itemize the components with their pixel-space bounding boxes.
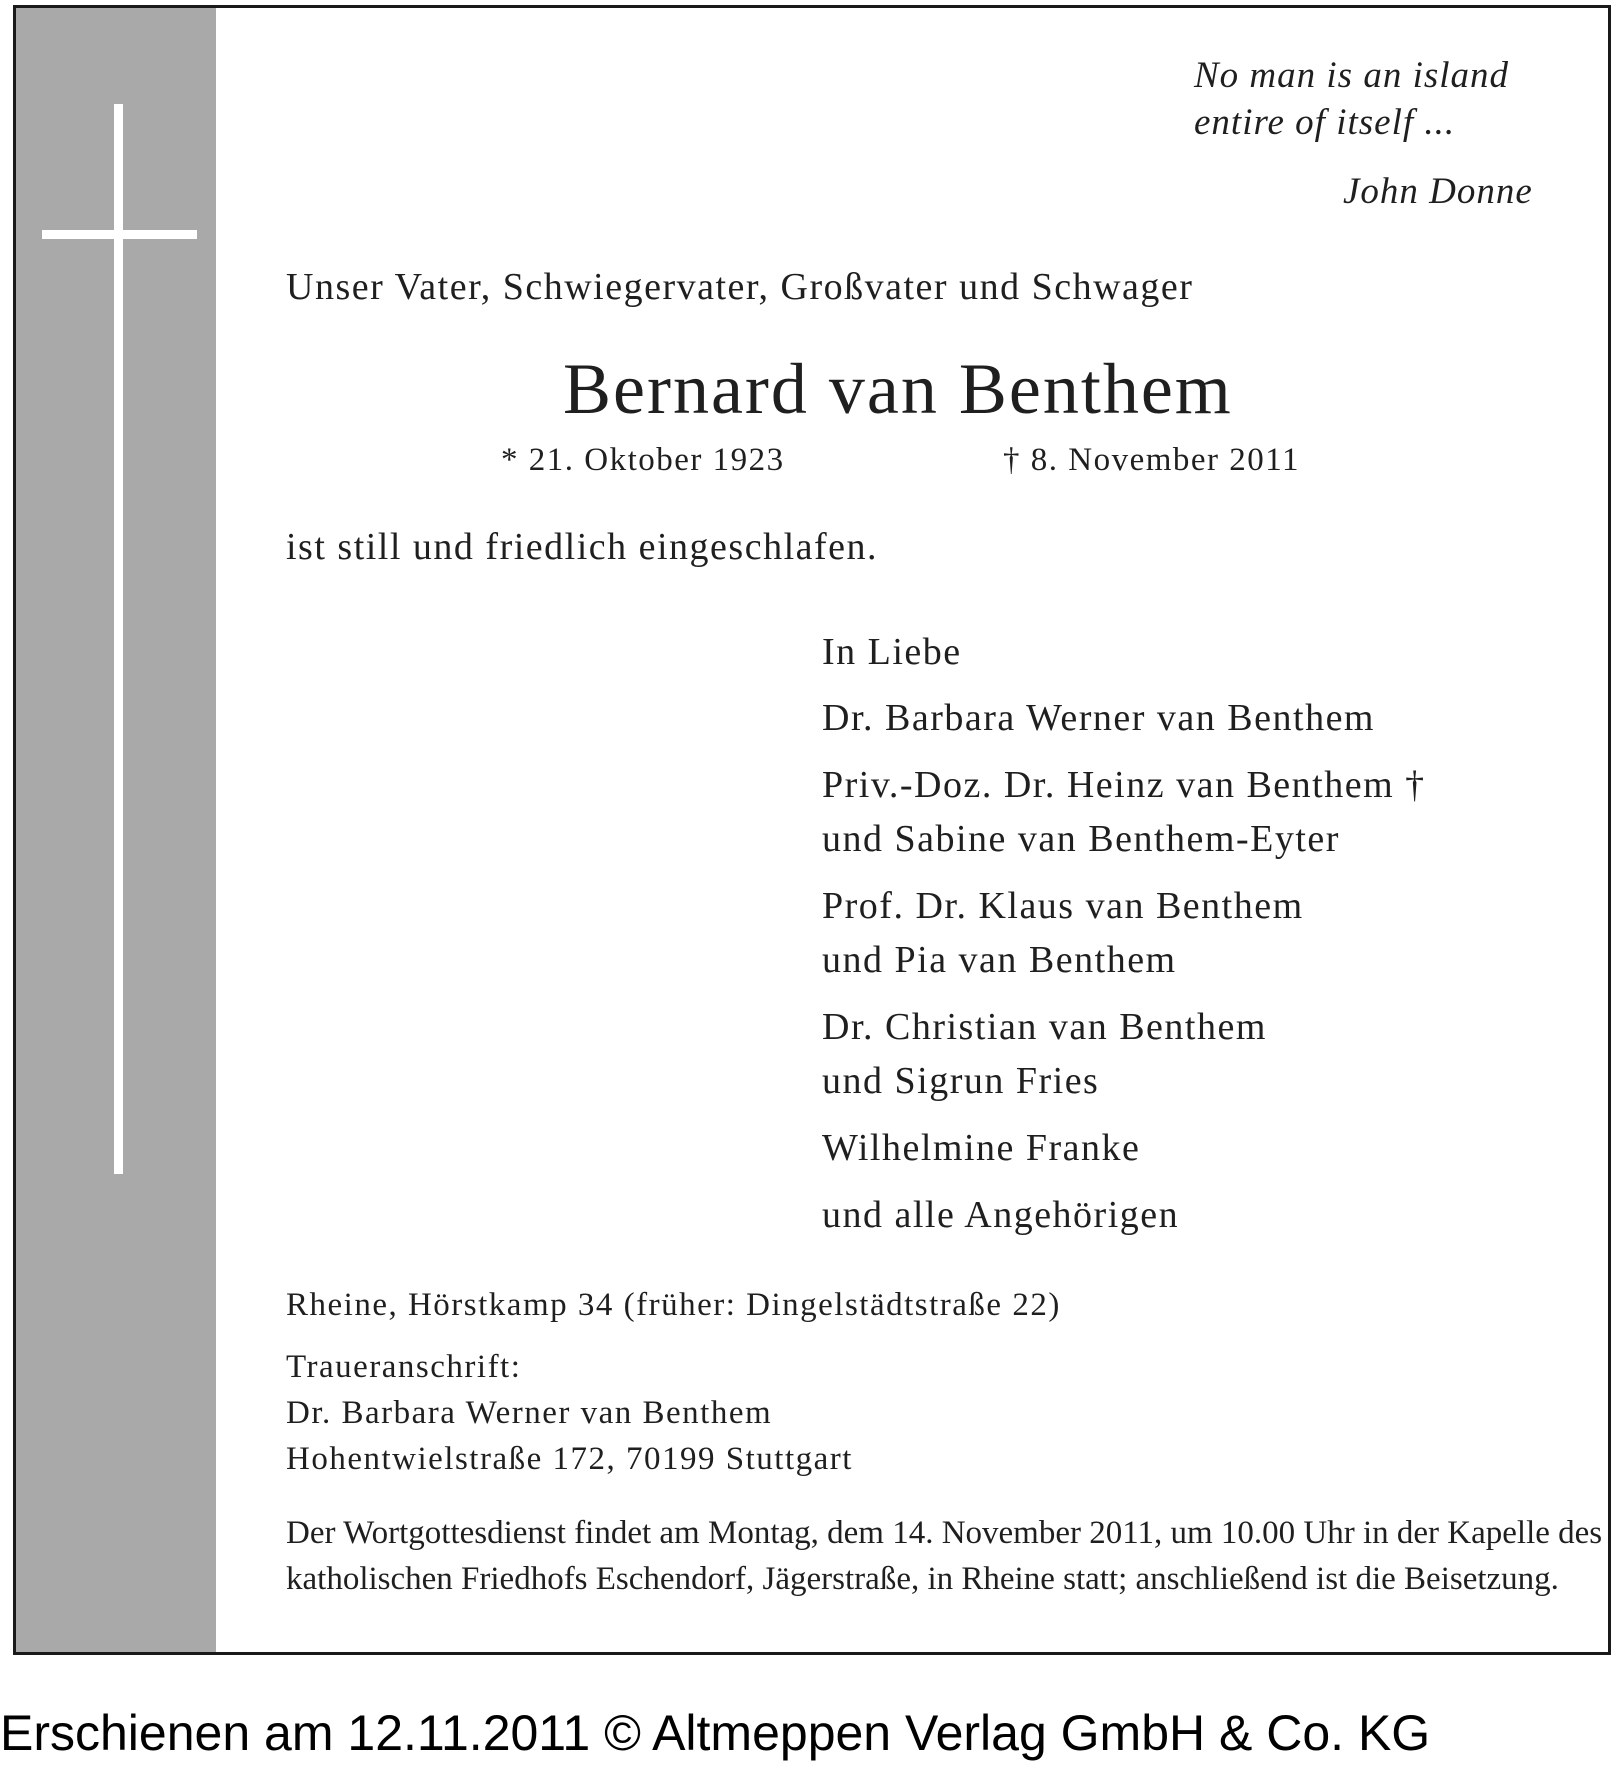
family-line: Prof. Dr. Klaus van Benthem <box>822 885 1304 927</box>
mourning-address-street: Hohentwielstraße 172, 70199 Stuttgart <box>286 1441 853 1477</box>
quote-line-2: entire of itself ... <box>1194 102 1456 143</box>
quote-author: John Donne <box>1343 171 1533 212</box>
mourning-address-name: Dr. Barbara Werner van Benthem <box>286 1395 773 1431</box>
quote-line-1: No man is an island <box>1194 55 1510 96</box>
cross-icon <box>114 104 123 1174</box>
family-opening: In Liebe <box>822 631 962 673</box>
family-line: und alle Angehörigen <box>822 1194 1180 1236</box>
family-line: Dr. Christian van Benthem <box>822 1006 1267 1048</box>
family-line: Priv.-Doz. Dr. Heinz van Benthem † <box>822 764 1426 806</box>
side-band <box>16 8 216 1652</box>
obituary-notice <box>13 5 1611 1655</box>
family-line: Wilhelmine Franke <box>822 1127 1141 1169</box>
service-info: Der Wortgottesdienst findet am Montag, dem 14. November 2011, um 10.00 Uhr in der Kapelle des katholischen Friedhofs Eschendorf, Jägerstraße, in Rheine statt; anschließend ist die Beisetzung. <box>286 1515 1603 1597</box>
birth-date: * 21. Oktober 1923 <box>501 442 785 478</box>
publication-footer: Erschienen am 12.11.2011 © Altmeppen Verlag GmbH & Co. KG <box>0 1705 1431 1761</box>
death-date: † 8. November 2011 <box>1003 442 1301 478</box>
family-line: und Sigrun Fries <box>822 1060 1100 1102</box>
residence-address: Rheine, Hörstkamp 34 (früher: Dingelstädtstraße 22) <box>286 1287 1061 1323</box>
passed-text: ist still und friedlich eingeschlafen. <box>286 526 879 568</box>
family-line: und Sabine van Benthem-Eyter <box>822 818 1340 860</box>
intro-text: Unser Vater, Schwiegervater, Großvater und Schwager <box>286 266 1194 308</box>
family-line: und Pia van Benthem <box>822 939 1177 981</box>
cross-icon-bar <box>42 230 197 239</box>
family-line: Dr. Barbara Werner van Benthem <box>822 697 1375 739</box>
deceased-name: Bernard van Benthem <box>563 349 1233 429</box>
mourning-address-label: Traueranschrift: <box>286 1349 522 1385</box>
